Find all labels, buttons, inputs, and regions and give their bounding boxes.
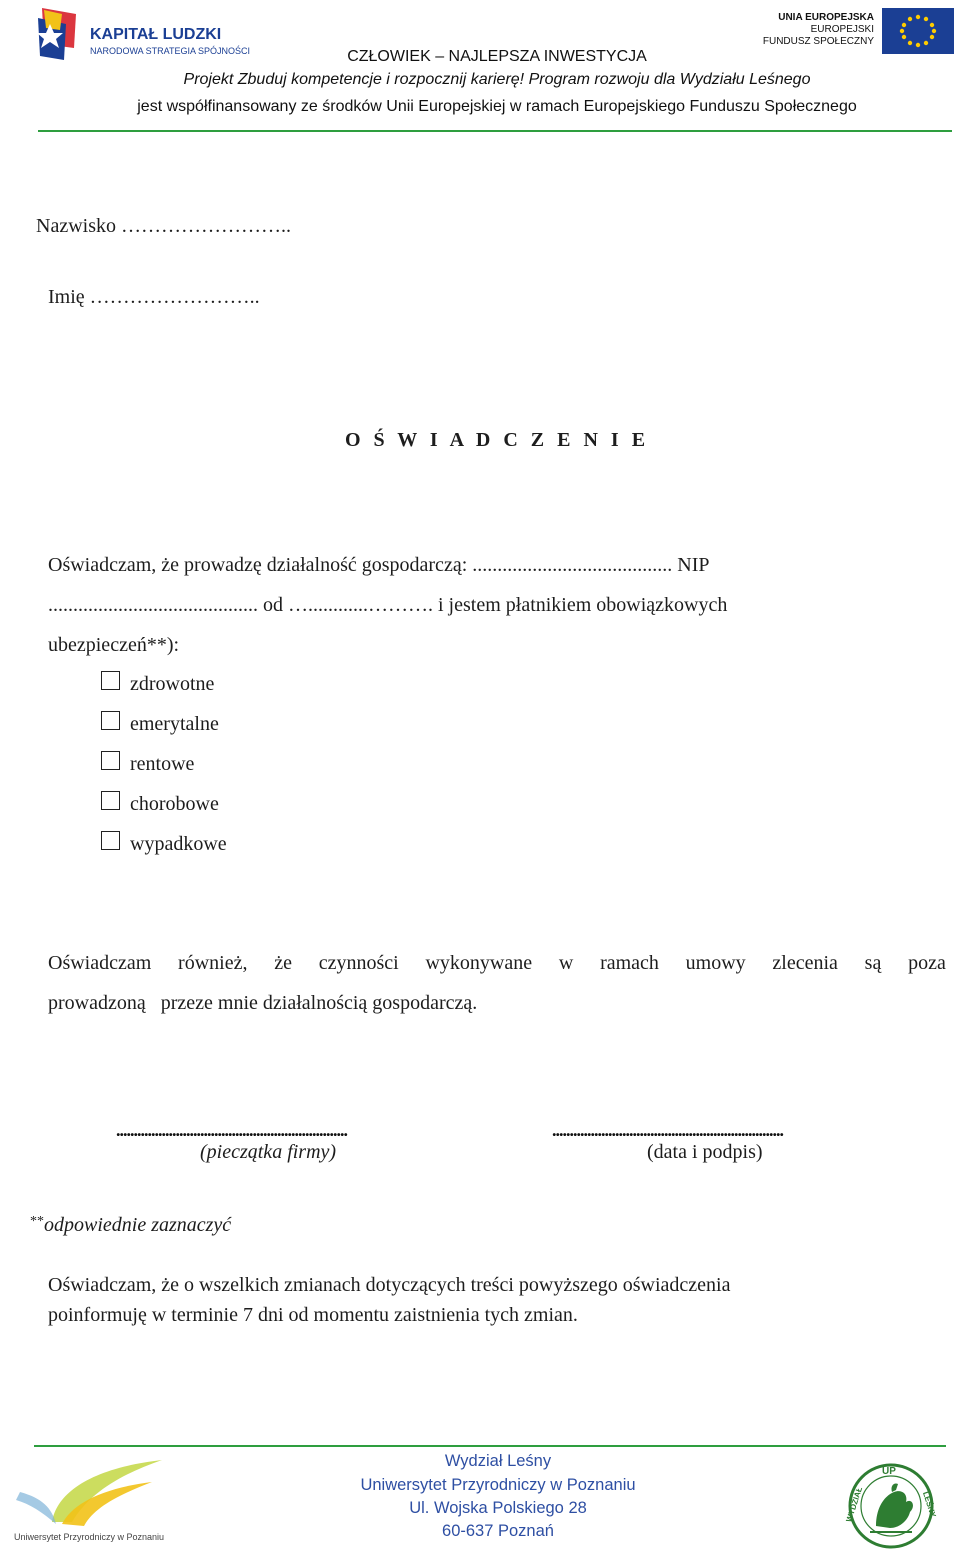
word: umowy (685, 952, 746, 974)
surname-label: Nazwisko (36, 215, 116, 237)
name-label: Imię (48, 286, 85, 308)
checkbox-zdrowotne[interactable] (101, 671, 120, 690)
word: w (558, 952, 574, 974)
kapital-ludzki-brand: KAPITAŁ LUDZKI (90, 26, 222, 43)
option-label-emerytalne: emerytalne (130, 713, 219, 735)
checkbox-chorobowe[interactable] (101, 791, 120, 810)
final-statement-line-1: Oświadczam, że o wszelkich zmianach dotyczących treści powyższego oświadczenia (48, 1274, 731, 1296)
also-statement-line-1 (48, 952, 946, 975)
word: ramach (600, 952, 659, 974)
footer-university: Uniwersytet Przyrodniczy w Poznaniu (360, 1476, 636, 1494)
surname-row (36, 215, 291, 238)
footnote-text: odpowiednie zaznaczyć (44, 1214, 232, 1236)
statement-line-3: ubezpieczeń**): (48, 634, 180, 656)
word: również, (178, 952, 248, 974)
footnote (30, 1214, 231, 1237)
option-label-chorobowe: chorobowe (130, 793, 219, 815)
seal-left-text: WYDZIAŁ (844, 1485, 865, 1524)
document-title: O Ś W I A D C Z E N I E (344, 429, 650, 451)
stamp-signature-line[interactable]: .................................................................. (116, 1120, 347, 1140)
checkbox-emerytalne[interactable] (101, 711, 120, 730)
eu-name-line3: FUNDUSZ SPOŁECZNY (762, 36, 874, 47)
header-rule (38, 130, 952, 132)
footer-faculty: Wydział Leśny (444, 1452, 552, 1470)
word: Oświadczam (48, 952, 152, 974)
option-label-rentowe: rentowe (130, 753, 195, 775)
seal-top-text: UP (882, 1466, 896, 1477)
checkbox-rentowe[interactable] (101, 751, 120, 770)
header-slogan: CZŁOWIEK – NAJLEPSZA INWESTYCJA (347, 48, 647, 65)
word: zlecenia (772, 952, 838, 974)
kapital-ludzki-subtitle: NARODOWA STRATEGIA SPÓJNOŚCI (90, 46, 251, 56)
faculty-seal (846, 1462, 936, 1550)
statement-line-2-end: i jestem płatnikiem obowiązkowych (438, 594, 728, 616)
option-label-wypadkowe: wypadkowe (130, 833, 227, 855)
eu-name-line2: EUROPEJSKI (810, 24, 874, 35)
surname-field[interactable]: …………………….. (120, 215, 291, 237)
checkbox-wypadkowe[interactable] (101, 831, 120, 850)
word: są (864, 952, 882, 974)
header-project-line: Projekt Zbuduj kompetencje i rozpocznij karierę! Program rozwoju dla Wydziału Leśnego (183, 71, 811, 88)
header-cofinance-line: jest współfinansowany ze środków Unii Europejskiej w ramach Europejskiego Funduszu Społecznego (137, 98, 857, 115)
also-statement-line-2: prowadzoną przeze mnie działalnością gospodarczą. (48, 992, 478, 1014)
statement-line-1: Oświadczam, że prowadzę działalność gospodarczą: ........................................ NIP (48, 554, 710, 576)
eu-name-line1: UNIA EUROPEJSKA (778, 12, 874, 23)
stamp-label: (pieczątka firmy) (200, 1141, 337, 1163)
name-field[interactable]: …………………….. (89, 286, 260, 308)
name-row (48, 286, 260, 309)
date-signature-label: (data i podpis) (647, 1141, 763, 1163)
date-from-field[interactable]: …............………. (288, 594, 433, 616)
word: czynności (318, 952, 399, 974)
footer-postal: 60-637 Poznań (442, 1522, 554, 1540)
option-label-zdrowotne: zdrowotne (130, 673, 215, 695)
word: że (274, 952, 292, 974)
word: poza (908, 952, 946, 974)
statement-line-2 (48, 594, 727, 617)
word: wykonywane (425, 952, 533, 974)
seal-right-text: LEŚNY (920, 1490, 938, 1519)
final-statement-line-2: poinformuję w terminie 7 dni od momentu zaistnienia tych zmian. (48, 1304, 578, 1326)
date-signature-line[interactable]: .................................................................. (552, 1120, 783, 1140)
footnote-mark: ** (30, 1214, 44, 1229)
footer-street: Ul. Wojska Polskiego 28 (409, 1499, 587, 1517)
footer-rule (34, 1445, 946, 1447)
nip-field[interactable]: .......................................... od (48, 594, 283, 616)
university-logo-text: Uniwersytet Przyrodniczy w Poznaniu (14, 1532, 165, 1542)
